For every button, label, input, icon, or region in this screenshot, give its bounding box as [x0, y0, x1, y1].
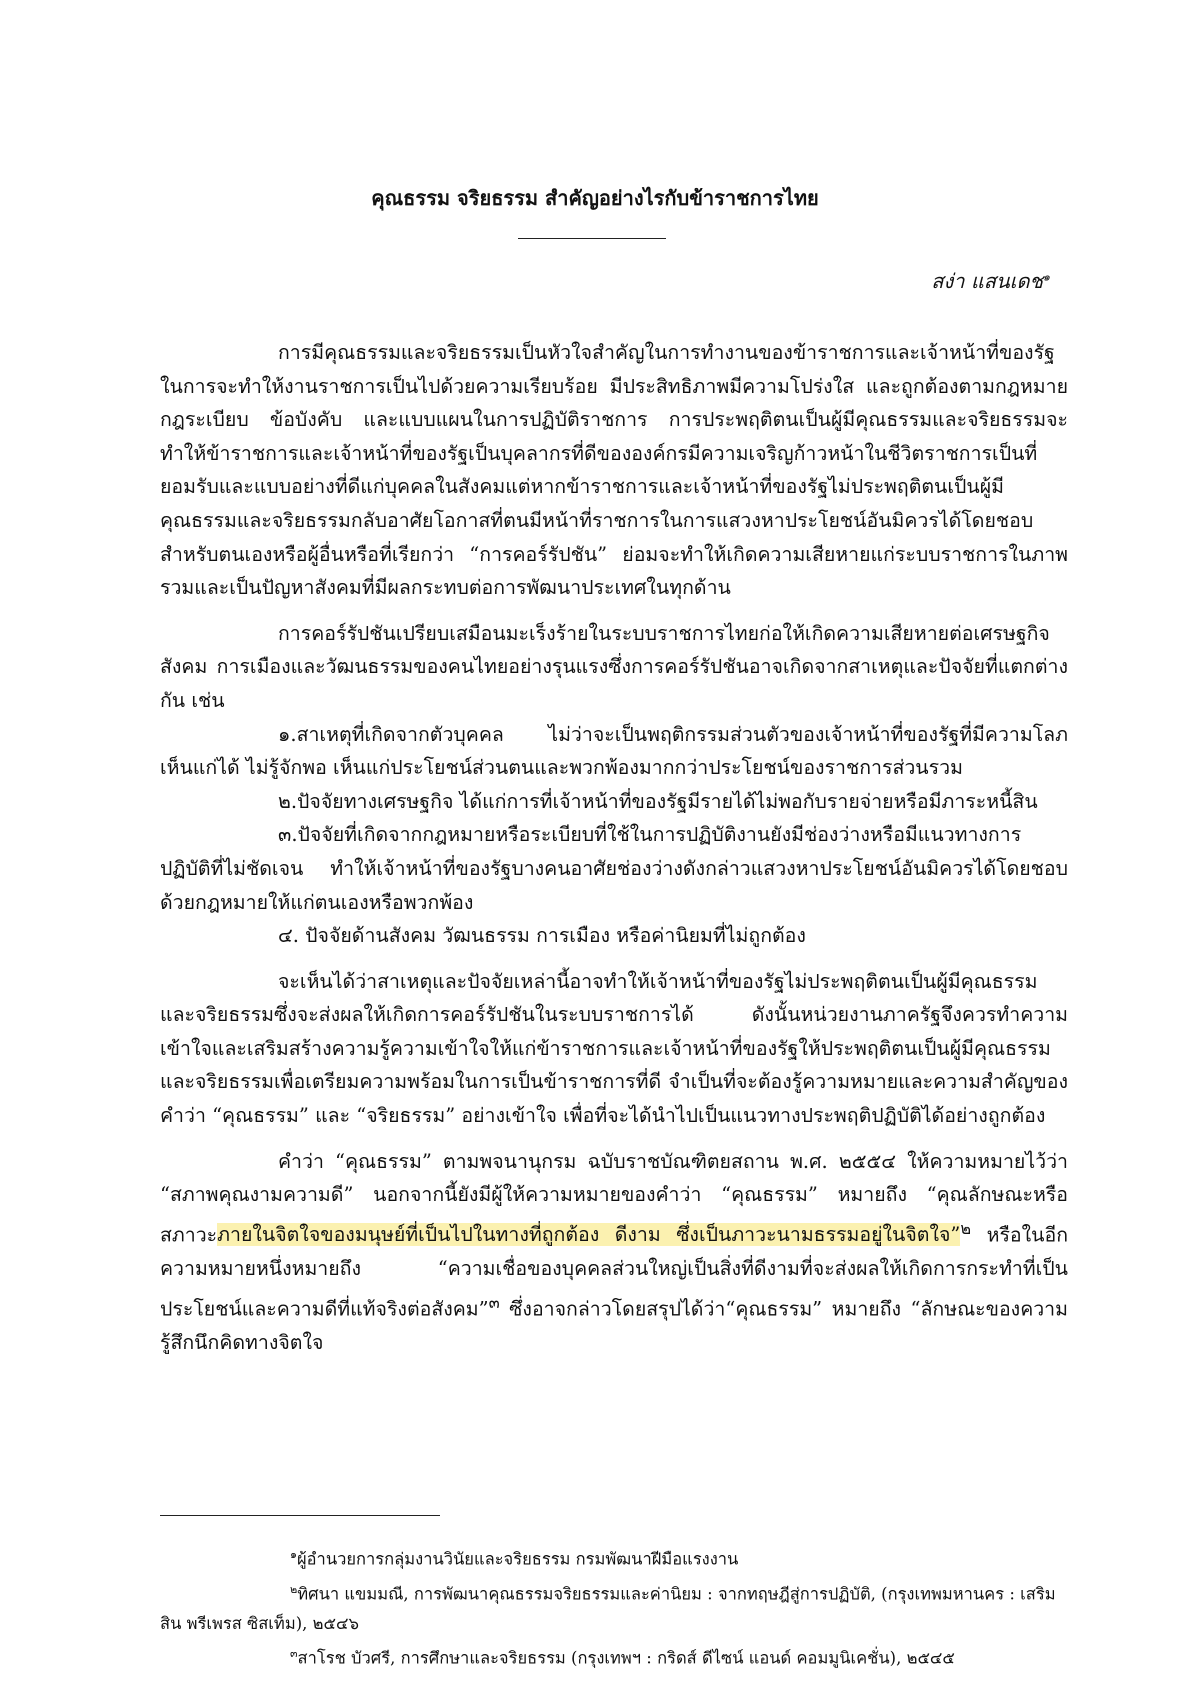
footnote-2 [160, 1575, 1068, 1640]
footnote-text: สาโรช บัวศรี, การศึกษาและจริยธรรม (กรุงเทพฯ : กริดส์ ดีไซน์ แอนด์ คอมมูนิเคชั่น), ๒๕๔๕ [297, 1648, 955, 1668]
definition-text-end: ซึ่งอาจกล่าวโดยสรุปได้ว่า“คุณธรรม” หมายถึง “ลักษณะของความรู้สึกนึกคิดทางจิตใจ [160, 1297, 1068, 1354]
paragraph-intro: การมีคุณธรรมและจริยธรรมเป็นหัวใจสำคัญในการทำงานของข้าราชการและเจ้าหน้าที่ของรัฐในการจะทำให้งานราชการเป็นไปด้วยความเรียบร้อย มีประสิทธิภาพมีความโปร่งใส และถูกต้องตามกฎหมาย กฎระเบียบ ข้อบังคับ และแบบแผนในการปฏิบัติราชการ การประพฤติตนเป็นผู้มีคุณธรรมและจริยธรรมจะทำให้ข้าราชการและเจ้าหน้าที่ของรัฐเป็นบุคลากรที่ดีขององค์กรมีความเจริญก้าวหน้าในชีวิตราชการเป็นที่ยอมรับและแบบอย่างที่ดีแก่บุคคลในสังคมแต่หากข้าราชการและเจ้าหน้าที่ของรัฐไม่ประพฤติตนเป็นผู้มีคุณธรรมและจริยธรรมกลับอาศัยโอกาสที่ตนมีหน้าที่ราชการในการแสวงหาประโยชน์อันมิควรได้โดยชอบสำหรับตนเองหรือผู้อื่นหรือที่เรียกว่า “การคอร์รัปชัน” ย่อมจะทำให้เกิดความเสียหายแก่ระบบราชการในภาพรวมและเป็นปัญหาสังคมที่มีผลกระทบต่อการพัฒนาประเทศในทุกด้าน [160, 341, 1068, 600]
paragraph-definition [160, 1145, 1068, 1360]
definition-text-middle: หรือในอีกความหมายหนึ่งหมายถึง “ความเชื่อของบุคคลส่วนใหญ่เป็นสิ่งที่ดีงามที่จะส่งผลให้เกิดการกระทำที่เป็นประโยชน์และความดีที่แท้จริงต่อสังคม” [160, 1223, 1069, 1321]
footnote-1 [160, 1540, 1068, 1575]
title-underline-divider [518, 238, 666, 239]
list-item-cause-4: ๔. ปัจจัยด้านสังคม วัฒนธรรม การเมือง หรือค่านิยมที่ไม่ถูกต้อง [278, 924, 806, 948]
list-item-cause-1: ๑.สาเหตุที่เกิดจากตัวบุคคล ไม่ว่าจะเป็นพฤติกรรมส่วนตัวของเจ้าหน้าที่ของรัฐที่มีความโลภ เห็นแก่ได้ ไม่รู้จักพอ เห็นแก่ประโยชน์ส่วนตนและพวกพ้องมากกว่าประโยชน์ของราชการส่วนรวม [160, 722, 1068, 780]
list-item-cause-3: ๓.ปัจจัยที่เกิดจากกฎหมายหรือระเบียบที่ใช้ในการปฏิบัติงานยังมีช่องว่างหรือมีแนวทางการปฏิบัติที่ไม่ชัดเจน ทำให้เจ้าหน้าที่ของรัฐบางคนอาศัยช่องว่างดังกล่าวแสวงหาประโยชน์อันมิควรได้โดยชอบด้วยกฎหมายให้แก่ตนเองหรือพวกพ้อง [160, 823, 1068, 914]
list-item-cause-2: ๒.ปัจจัยทางเศรษฐกิจ ได้แก่การที่เจ้าหน้าที่ของรัฐมีรายได้ไม่พอกับรายจ่ายหรือมีภาระหนี้สิน [278, 789, 1038, 813]
paragraph-conclusion: จะเห็นได้ว่าสาเหตุและปัจจัยเหล่านี้อาจทำให้เจ้าหน้าที่ของรัฐไม่ประพฤติตนเป็นผู้มีคุณธรรมและจริยธรรมซึ่งจะส่งผลให้เกิดการคอร์รัปชันในระบบราชการได้ ดังนั้นหน่วยงานภาครัฐจึงควรทำความเข้าใจและเสริมสร้างความรู้ความเข้าใจให้แก่ข้าราชการและเจ้าหน้าที่ของรัฐให้ประพฤติตนเป็นผู้มีคุณธรรมและจริยธรรมเพื่อเตรียมความพร้อมในการเป็นข้าราชการที่ดี จำเป็นที่จะต้องรู้ความหมายและความสำคัญของคำว่า “คุณธรรม” และ “จริยธรรม” อย่างเข้าใจ เพื่อที่จะได้นำไปเป็นแนวทางประพฤติปฏิบัติได้อย่างถูกต้อง [160, 969, 1068, 1128]
author-footnote-mark: ๑ [1043, 270, 1050, 284]
footnote-mark: ๓ [290, 1647, 298, 1660]
body-text [160, 336, 1068, 1359]
footnote-text: ผู้อำนวยการกลุ่มงานวินัยและจริยธรรม กรมพัฒนาฝีมือแรงงาน [296, 1549, 739, 1569]
footnote-text: ทิศนา แขมมณี, การพัฒนาคุณธรรมจริยธรรมและค่านิยม : จากทฤษฎีสู่การปฏิบัติ, (กรุงเทพมหานคร : เสริมสิน พรีเพรส ซิสเท็ม), ๒๕๔๖ [160, 1584, 1056, 1633]
footnote-divider [160, 1515, 440, 1516]
footnote-ref-2: ๒ [960, 1218, 972, 1238]
paragraph-corruption: การคอร์รัปชันเปรียบเสมือนมะเร็งร้ายในระบบราชการไทยก่อให้เกิดความเสียหายต่อเศรษฐกิจ สังคม การเมืองและวัฒนธรรมของคนไทยอย่างรุนแรงซึ่งการคอร์รัปชันอาจเกิดจากสาเหตุและปัจจัยที่แตกต่างกัน เช่น [160, 621, 1068, 712]
author-line [931, 265, 1050, 297]
document-title: คุณธรรม จริยธรรม สำคัญอย่างไรกับข้าราชการไทย [371, 186, 819, 210]
footnote-mark: ๑ [290, 1548, 297, 1561]
footnote-mark: ๒ [290, 1582, 298, 1596]
definition-text-start: คำว่า “คุณธรรม” ตามพจนานุกรม ฉบับราชบัณฑิตยสถาน พ.ศ. ๒๕๕๔ ให้ความหมายไว้ว่า “สภาพคุณงามความดี” นอกจากนี้ยังมีผู้ให้ความหมายของคำว่า “คุณธรรม” หมายถึง “คุณลักษณะหรือสภาวะ [160, 1149, 1068, 1247]
footnote-3 [160, 1639, 1068, 1674]
footnotes [160, 1540, 1068, 1674]
footnote-ref-3: ๓ [488, 1292, 500, 1312]
author-name: สง่า แสนเดช [931, 269, 1044, 293]
highlighted-quote: ภายในจิตใจของมนุษย์ที่เป็นไปในทางที่ถูกต้อง ดีงาม ซึ่งเป็นภาวะนามธรรมอยู่ในจิตใจ” [217, 1223, 961, 1247]
